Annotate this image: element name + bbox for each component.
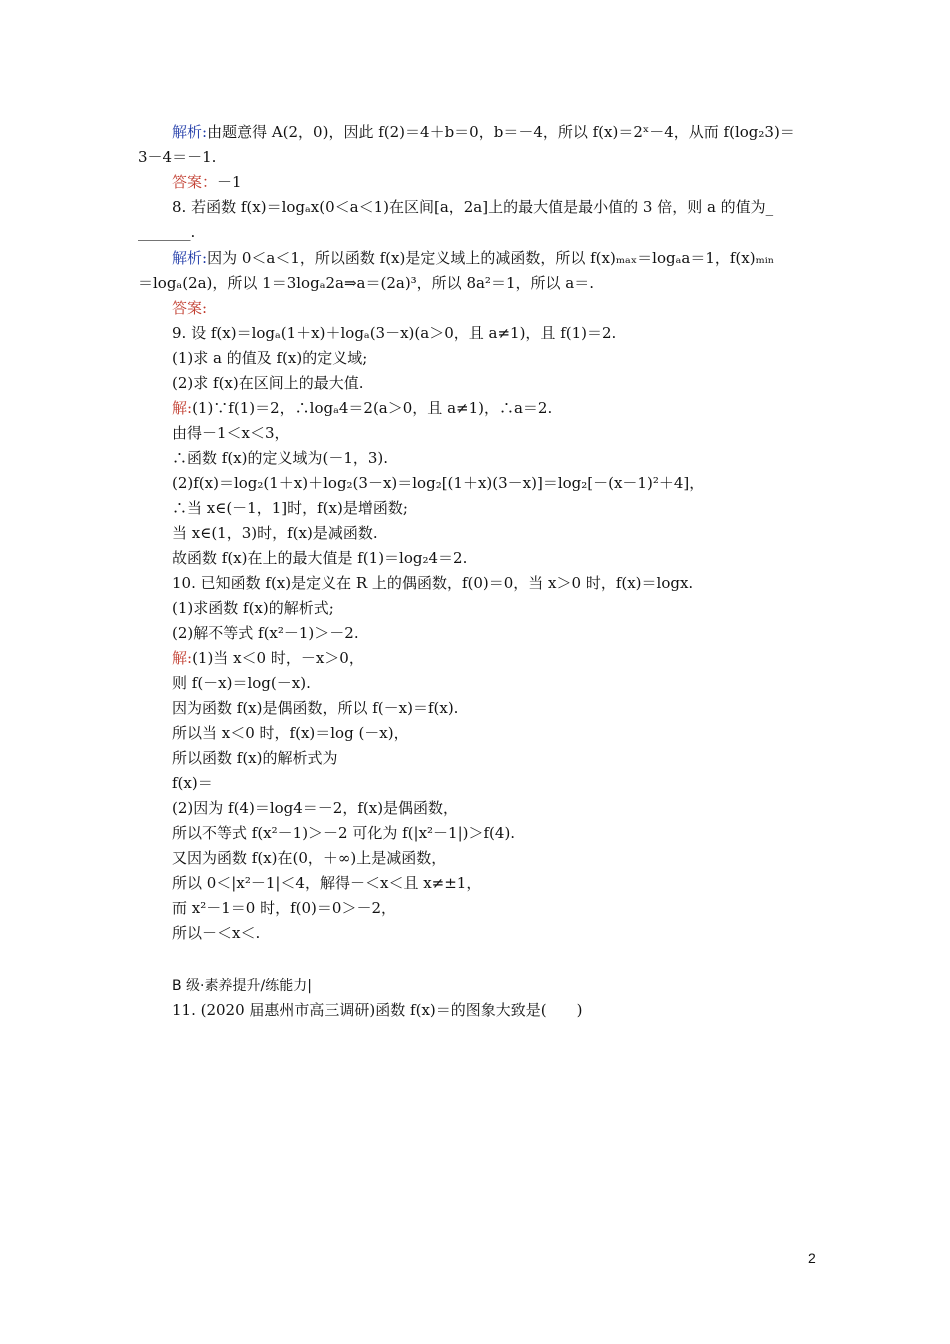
text-line	[172, 573, 693, 593]
text-line	[172, 748, 337, 768]
text-segment: 所以当 x＜0 时，f(x)＝log (－x)，	[172, 724, 409, 742]
text-segment: 8. 若函数 f(x)＝logₐx(0＜a＜1)在区间[a，2a]上的最大值是最小值的 3 倍，则 a 的值为_	[172, 198, 774, 216]
text-segment: 所以函数 f(x)的解析式为	[172, 749, 338, 767]
text-line	[172, 398, 552, 418]
section-heading: B 级·素养提升/练能力|	[172, 978, 312, 994]
text-segment: 而 x²－1＝0 时，f(0)＝0＞－2，	[172, 899, 396, 917]
analysis-label: 解析:	[172, 249, 208, 267]
text-line	[172, 122, 795, 142]
text-segment: (2)求 f(x)在区间上的最大值.	[172, 374, 364, 392]
text-segment: 所以不等式 f(x²－1)＞－2 可化为 f(|x²－1|)＞f(4).	[172, 824, 516, 842]
text-segment: 则 f(－x)＝log(－x).	[172, 674, 311, 692]
text-line	[138, 147, 216, 167]
text-line	[172, 598, 334, 618]
text-line	[172, 848, 446, 868]
text-segment: _______.	[138, 223, 196, 241]
text-segment: 3－4＝－1.	[138, 148, 217, 166]
answer-label: 解:	[172, 399, 193, 417]
text-line	[172, 473, 704, 493]
text-line	[172, 498, 408, 518]
text-segment: (1)∵f(1)＝2，∴logₐ4＝2(a＞0，且 a≠1)，∴a＝2.	[192, 399, 553, 417]
text-segment: (2)因为 f(4)＝log4＝－2，f(x)是偶函数，	[172, 799, 459, 817]
text-segment: 11. (2020 届惠州市高三调研)函数 f(x)＝的图象大致是( )	[172, 1001, 583, 1019]
text-segment: 9. 设 f(x)＝logₐ(1＋x)＋logₐ(3－x)(a＞0，且 a≠1)，且 f(1)＝2.	[172, 324, 617, 342]
text-line	[172, 298, 207, 318]
text-line	[172, 648, 364, 668]
text-segment: 因为函数 f(x)是偶函数，所以 f(－x)＝f(x).	[172, 699, 459, 717]
text-line	[172, 623, 359, 643]
text-segment: (2)解不等式 f(x²－1)＞－2.	[172, 624, 359, 642]
text-line	[172, 798, 458, 818]
text-line	[172, 673, 311, 693]
text-segment: －1	[217, 173, 242, 191]
text-segment: 由题意得 A(2，0)，因此 f(2)＝4＋b＝0，b＝－4，所以 f(x)＝2ˣ－4，从而 f(log₂3)＝	[207, 123, 795, 141]
text-line	[172, 448, 388, 468]
text-line	[172, 923, 260, 943]
text-line	[172, 248, 774, 268]
text-segment: 所以 0＜|x²－1|＜4，解得－＜x＜且 x≠±1，	[172, 874, 482, 892]
answer-label: 解:	[172, 649, 193, 667]
text-line	[172, 823, 515, 843]
text-segment: 所以－＜x＜.	[172, 924, 261, 942]
text-line	[172, 1000, 582, 1020]
text-line	[172, 773, 213, 793]
text-segment: 故函数 f(x)在上的最大值是 f(1)＝log₂4＝2.	[172, 549, 468, 567]
text-segment: ∴函数 f(x)的定义域为(－1，3).	[172, 449, 389, 467]
text-line	[172, 323, 616, 343]
text-line	[172, 698, 458, 718]
text-segment: 又因为函数 f(x)在(0，＋∞)上是减函数，	[172, 849, 447, 867]
page-number: 2	[808, 1250, 816, 1266]
text-line	[172, 975, 312, 996]
text-segment: 由得－1＜x＜3，	[172, 424, 290, 442]
text-line	[172, 197, 773, 217]
text-line	[172, 548, 467, 568]
answer-label: 答案：	[172, 173, 218, 191]
text-segment: (1)求 a 的值及 f(x)的定义域;	[172, 349, 368, 367]
text-line	[138, 273, 594, 293]
text-segment: (1)当 x＜0 时，－x＞0，	[192, 649, 364, 667]
text-segment: ∴当 x∈(－1，1]时，f(x)是增函数;	[172, 499, 408, 517]
text-line	[138, 222, 195, 242]
text-line	[172, 423, 290, 443]
text-segment: ＝logₐ(2a)，所以 1＝3logₐ2a⇒a＝(2a)³，所以 8a²＝1，所以 a＝.	[138, 274, 594, 292]
text-line	[172, 898, 396, 918]
text-line	[172, 373, 364, 393]
text-segment: 因为 0＜a＜1，所以函数 f(x)是定义域上的减函数，所以 f(x)ₘₐₓ＝logₐa＝1，f(x)ₘᵢₙ	[207, 249, 775, 267]
text-line	[172, 172, 242, 192]
text-line	[172, 523, 378, 543]
text-segment: 10. 已知函数 f(x)是定义在 R 上的偶函数，f(0)＝0，当 x＞0 时，f(x)＝logx.	[172, 574, 694, 592]
text-segment: f(x)＝	[172, 774, 213, 792]
text-line	[172, 348, 367, 368]
text-segment: 当 x∈(1，3)时，f(x)是减函数.	[172, 524, 378, 542]
analysis-label: 解析:	[172, 123, 208, 141]
answer-label: 答案:	[172, 299, 208, 317]
text-segment: (1)求函数 f(x)的解析式;	[172, 599, 334, 617]
text-line	[172, 723, 409, 743]
text-segment: (2)f(x)＝log₂(1＋x)＋log₂(3－x)＝log₂[(1＋x)(3－x)]＝log₂[－(x－1)²＋4]，	[172, 474, 705, 492]
text-line	[172, 873, 481, 893]
